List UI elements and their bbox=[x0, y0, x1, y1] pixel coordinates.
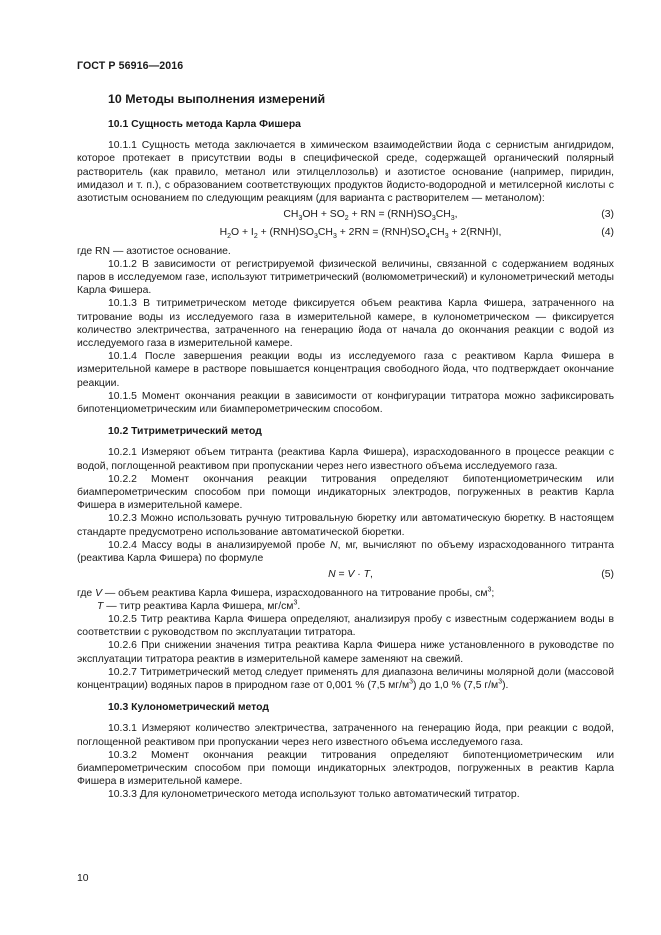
paragraph-10-1-4: 10.1.4 После завершения реакции воды из исследуемого газа с реактивом Карла Фишера в измерительной камере в растворе повышается концентрация свободного йода, что подтверждает окончание реакции. bbox=[77, 351, 614, 389]
equation-4-number: (4) bbox=[601, 227, 614, 239]
paragraph-10-3-1: 10.3.1 Измеряют количество электричества, затраченного на генерацию йода, при реакции с водой, поглощенной реактивом при пропускании через него известного объема исследуемого газа. bbox=[77, 723, 614, 748]
section-10-title: 10 Методы выполнения измерений bbox=[108, 92, 326, 106]
document-header: ГОСТ Р 56916—2016 bbox=[77, 60, 184, 72]
paragraph-10-2-2: 10.2.2 Момент окончания реакции титрования определяют бипотенциометрическим или биамперометрическим способом при помощи индикаторных электродов, погруженных в реактив Карла Фишера в измерительной камере. bbox=[77, 473, 614, 512]
paragraph-10-1-2: 10.1.2 В зависимости от регистрируемой физической величины, связанной с содержанием водяных паров в исследуемом газе, используют титриметрический (волюмометрический) и кулонометрический методы Карла Фишера. bbox=[77, 258, 614, 297]
where-v-definition: где V — объем реактива Карла Фишера, израсходованного на титрование пробы, $см^3$; bbox=[77, 586, 495, 599]
equation-5-formula: N = V · T, bbox=[328, 569, 373, 581]
equation-3 bbox=[77, 208, 614, 221]
paragraph-10-1-5: 10.1.5 Момент окончания реакции в зависимости от конфигурации титратора можно зафиксировать бипотенциометрическим или биамперометрическим способом. bbox=[77, 390, 614, 416]
section-10-2-title: 10.2 Титриметрический метод bbox=[108, 426, 262, 438]
equation-4 bbox=[77, 226, 614, 239]
paragraph-10-2-1: 10.2.1 Измеряют объем титранта (реактива Карла Фишера), израсходованного в процессе реакции с водой, поглощенной реактивом при пропускании через него известного объема исследуемого газа. bbox=[77, 447, 614, 472]
paragraph-10-2-7: 10.2.7 Титриметрический метод следует применять для диапазона величины молярной доли (массовой концентрации) водяных паров в природном газе от 0,001 % (7,5 $мг/м^3$) до 1,0 % (7,5 $г/м^3$). bbox=[77, 666, 614, 691]
paragraph-10-1-3: 10.1.3 В титриметрическом методе фиксируется объем реактива Карла Фишера, затраченного на титрование воды из исследуемого газа в измерительной камере, в кулонометрическом — фиксируется количество электричества, затраченного на генерацию йода от начала до окончания реакции с водой из исследуемого газа в измерительной камере. bbox=[77, 298, 614, 350]
paragraph-10-3-2: 10.3.2 Момент окончания реакции титрования определяют бипотенциометрическим или биамперометрическим способом при помощи индикаторных электродов, погруженных в реактив Карла Фишера в измерительной камере. bbox=[77, 749, 614, 788]
paragraph-10-1-1: 10.1.1 Сущность метода заключается в химическом взаимодействии йода с сернистым ангидридом, которое протекает в присутствии воды в специфической среде, содержащей органический полярный растворитель (как правило, метанол или этилцеллозольв) и азотистое основание (например, пиридин, имидазол и т. п.), с образованием соответствующих продуктов йодисто-водородной и метилсерной кислоты с азотистым основанием по следующим реакциям (для варианта с растворителем — метанолом): bbox=[77, 140, 614, 205]
where-rn-definition: где RN — азотистое основание. bbox=[77, 245, 231, 257]
equation-3-number: (3) bbox=[601, 209, 614, 221]
section-10-1-title: 10.1 Сущность метода Карла Фишера bbox=[108, 119, 301, 130]
paragraph-10-2-3: 10.2.3 Можно использовать ручную титровальную бюретку или автоматическую бюретку. В настоящем стандарте предусмотрено использование автоматической бюретки. bbox=[77, 513, 614, 538]
equation-4-formula: $H_2O + I_2 + (RNH)SO_3CH_3 + 2RN = (RNH)SO_4CH_3 + 2(RNH)I$, bbox=[219, 227, 502, 241]
where-t-definition: T — титр реактива Карла Фишера, $мг/см^3$. bbox=[97, 599, 301, 612]
equation-3-formula: $CH_3OH + SO_2$ + RN = $(RNH)SO_3CH_3$, bbox=[283, 209, 458, 223]
equation-5 bbox=[77, 568, 614, 581]
document-body bbox=[77, 92, 614, 802]
paragraph-10-2-5: 10.2.5 Титр реактива Карла Фишера определяют, анализируя пробу с известным содержанием воды в соответствии с руководством по эксплуатации титратора. bbox=[77, 613, 614, 639]
paragraph-10-2-6: 10.2.6 При снижении значения титра реактива Карла Фишера ниже установленного в руководстве по эксплуатации титратора реактив в измерительной камере заменяют на свежий. bbox=[77, 640, 614, 665]
equation-5-number: (5) bbox=[601, 569, 614, 581]
section-10-3-title: 10.3 Кулонометрический метод bbox=[108, 702, 269, 714]
paragraph-10-3-3: 10.3.3 Для кулонометрического метода используют только автоматический титратор. bbox=[108, 789, 520, 801]
page-number: 10 bbox=[77, 873, 89, 884]
paragraph-10-2-4: 10.2.4 Массу воды в анализируемой пробе N, мг, вычисляют по объему израсходованного титранта (реактива Карла Фишера) по формуле bbox=[77, 539, 614, 565]
